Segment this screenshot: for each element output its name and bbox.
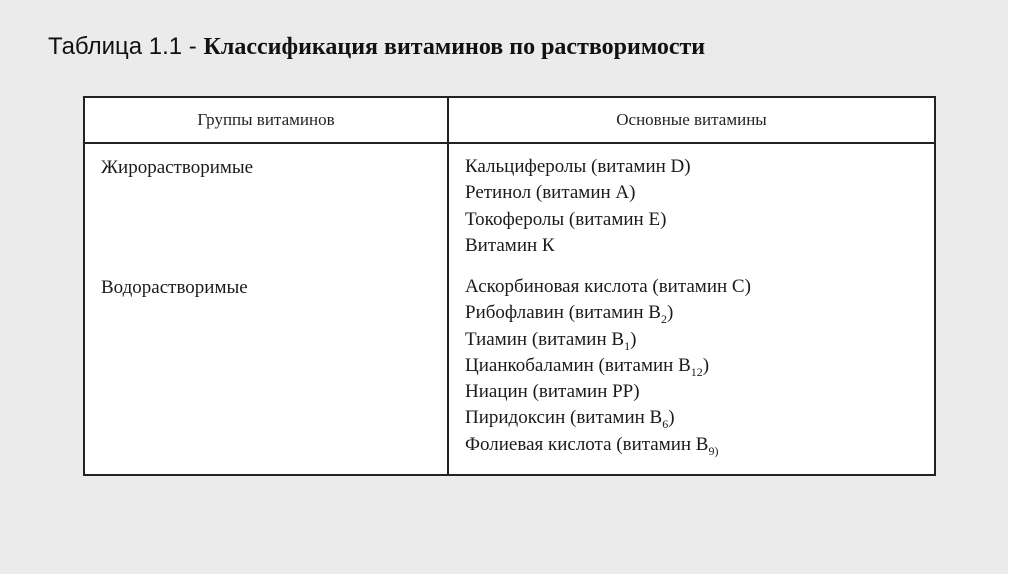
- vitamin-item: Ниацин (витамин РР): [465, 381, 640, 403]
- right-margin-strip: [1008, 0, 1024, 574]
- vitamin-item: Цианкобаламин (витамин $В_{12}$): [465, 354, 710, 379]
- vitamin-item: Ретинол (витамин А): [465, 182, 636, 204]
- vitamin-item: Пиридоксин (витамин $В_6$): [465, 407, 675, 432]
- column-divider: [447, 98, 449, 474]
- water-soluble-list: [465, 274, 751, 458]
- title-prefix: Таблица 1.1 -: [48, 33, 204, 60]
- vitamin-item: Токоферолы (витамин Е): [465, 208, 667, 230]
- vitamin-item: Витамин К: [465, 234, 555, 256]
- page-title: [48, 32, 705, 62]
- vitamin-item: Аскорбиновая кислота (витамин С): [465, 276, 751, 297]
- header-groups: Группы витаминов: [197, 110, 335, 129]
- vitamin-item: Кальциферолы (витамин D): [465, 156, 691, 177]
- group-water-soluble: Водорастворимые: [101, 277, 248, 298]
- group-fat-soluble: Жирорастворимые: [101, 157, 254, 178]
- title-main: Классификация витаминов по растворимости: [203, 34, 706, 60]
- header-divider: [85, 142, 934, 144]
- fat-soluble-list: [465, 154, 691, 259]
- vitamin-table: [83, 96, 936, 476]
- vitamin-item: Тиамин (витамин $В_1$): [465, 328, 637, 353]
- header-vitamins: Основные витамины: [616, 110, 767, 129]
- vitamin-item: Рибофлавин (витамин $В_2$): [465, 302, 674, 327]
- vitamin-item: Фолиевая кислота (витамин $В_{9)}$: [465, 433, 719, 458]
